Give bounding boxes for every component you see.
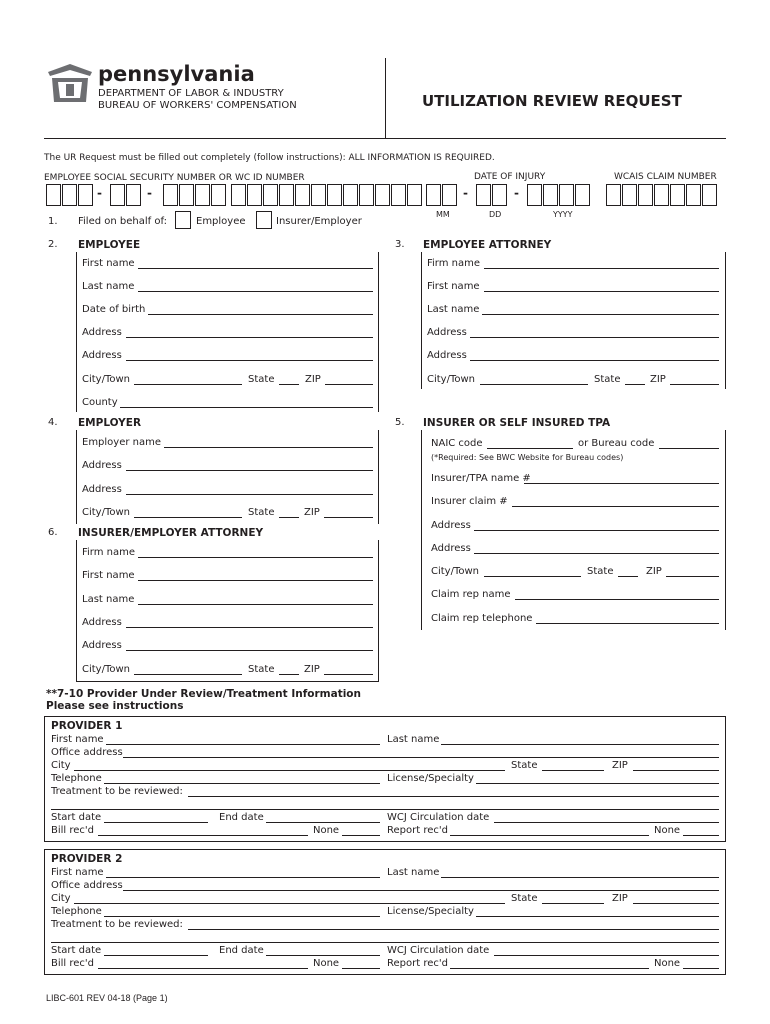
p2-bill-field[interactable] [98, 968, 308, 969]
provider-2-box [44, 849, 726, 975]
bureau-code-label: or Bureau code [578, 438, 655, 449]
employee-zip-label: ZIP [305, 374, 321, 385]
er-attorney-section-title: INSURER/EMPLOYER ATTORNEY [78, 527, 264, 539]
doi-label: DATE OF INJURY [474, 172, 546, 182]
er-atty-first-field[interactable] [138, 580, 373, 581]
p1-report-none-field[interactable] [683, 835, 719, 836]
insurer-zip-label: ZIP [646, 566, 662, 577]
yyyy-label: YYYY [553, 210, 573, 219]
ee-atty-zip-label: ZIP [650, 374, 666, 385]
employee-county-label: County [82, 397, 118, 408]
er-atty-address2-label: Address [82, 640, 122, 651]
intro-text: The UR Request must be filled out completely (follow instructions): ALL INFORMATION IS REQUIRED. [44, 153, 495, 163]
employer-address-field[interactable] [126, 470, 373, 471]
insurer-city-field[interactable] [484, 576, 581, 577]
section-4-number: 4. [48, 417, 58, 428]
p2-start-field[interactable] [104, 955, 208, 956]
employee-state-field[interactable] [279, 384, 299, 385]
employer-zip-field[interactable] [324, 517, 373, 518]
p2-office-field[interactable] [123, 890, 719, 891]
ee-atty-last-field[interactable] [482, 314, 719, 315]
keystone-logo [46, 62, 94, 108]
p1-office-label: Office address [51, 747, 123, 758]
p1-state-label: State [511, 760, 538, 771]
p1-start-field[interactable] [104, 822, 208, 823]
p1-state-field[interactable] [542, 770, 604, 771]
p2-end-label: End date [219, 945, 264, 956]
employer-name-field[interactable] [164, 447, 373, 448]
er-atty-last-label: Last name [82, 594, 135, 605]
p1-bill-none-field[interactable] [342, 835, 380, 836]
doi-dash: - [514, 186, 519, 200]
p1-bill-none-label: None [313, 825, 340, 836]
p1-last-field[interactable] [441, 744, 719, 745]
ssn-dash: - [97, 186, 102, 200]
provider-section-subtitle: Please see instructions [46, 700, 184, 712]
p1-start-label: Start date [51, 812, 102, 823]
p1-treatment-field[interactable] [188, 796, 719, 797]
p2-report-label: Report rec'd [387, 958, 448, 969]
p2-city-field[interactable] [74, 903, 505, 904]
p2-bill-label: Bill rec'd [51, 958, 95, 969]
ee-atty-firm-label: Firm name [427, 258, 481, 269]
header-divider [385, 58, 386, 138]
employee-address2-label: Address [82, 350, 122, 361]
insurer-address-label: Address [431, 520, 471, 531]
er-atty-city-label: City/Town [82, 664, 131, 675]
p2-office-label: Office address [51, 880, 123, 891]
employee-state-label: State [248, 374, 275, 385]
p2-last-label: Last name [387, 867, 440, 878]
p1-office-field[interactable] [123, 757, 719, 758]
form-title: UTILIZATION REVIEW REQUEST [422, 92, 682, 110]
p2-treatment-field[interactable] [188, 929, 719, 930]
provider-2-title: PROVIDER 2 [51, 853, 123, 865]
p1-city-label: City [51, 760, 71, 771]
claim-rep-tel-label: Claim rep telephone [431, 613, 533, 624]
p2-start-label: Start date [51, 945, 102, 956]
er-atty-firm-field[interactable] [138, 557, 373, 558]
employee-attorney-section-title: EMPLOYEE ATTORNEY [423, 239, 552, 251]
employer-zip-label: ZIP [304, 507, 320, 518]
employee-dob-label: Date of birth [82, 304, 146, 315]
p1-tel-field[interactable] [104, 783, 380, 784]
provider-1-box [44, 716, 726, 842]
p1-zip-label: ZIP [612, 760, 628, 771]
insurer-state-label: State [587, 566, 614, 577]
p1-report-field[interactable] [450, 835, 649, 836]
er-atty-last-field[interactable] [138, 604, 373, 605]
employee-checkbox[interactable] [175, 211, 191, 229]
employee-county-field[interactable] [120, 407, 373, 408]
p1-wcj-field[interactable] [494, 822, 719, 823]
bureau-code-note: (*Required: See BWC Website for Bureau codes) [431, 453, 624, 462]
ee-atty-firm-field[interactable] [484, 268, 719, 269]
p2-license-label: License/Specialty [387, 906, 474, 917]
header-rule [44, 138, 726, 139]
insurer-tpa-label: Insurer/TPA name # [431, 473, 531, 484]
ssn-label: EMPLOYEE SOCIAL SECURITY NUMBER OR WC ID NUMBER [44, 173, 305, 183]
insurer-state-field[interactable] [618, 576, 638, 577]
naic-code-label: NAIC code [431, 438, 483, 449]
insurer-claim-label: Insurer claim # [431, 496, 508, 507]
er-atty-state-label: State [248, 664, 275, 675]
state-name: pennsylvania [98, 62, 255, 86]
p1-last-label: Last name [387, 734, 440, 745]
er-atty-city-field[interactable] [134, 674, 242, 675]
er-atty-address2-field[interactable] [126, 650, 373, 651]
form-footer: LIBC-601 REV 04-18 (Page 1) [46, 993, 168, 1003]
er-atty-state-field[interactable] [279, 674, 299, 675]
employee-option-label: Employee [196, 216, 246, 227]
p1-treatment-label: Treatment to be reviewed: [51, 786, 183, 797]
employer-name-label: Employer name [82, 437, 162, 448]
p2-state-field[interactable] [542, 903, 604, 904]
employee-city-label: City/Town [82, 374, 131, 385]
department-line-1: DEPARTMENT OF LABOR & INDUSTRY [98, 88, 284, 99]
p1-end-label: End date [219, 812, 264, 823]
ee-atty-address2-field[interactable] [470, 360, 719, 361]
mm-label: MM [436, 210, 450, 219]
ssn-dash: - [147, 186, 152, 200]
claim-rep-tel-field[interactable] [536, 623, 719, 624]
p2-first-label: First name [51, 867, 104, 878]
ee-atty-state-label: State [594, 374, 621, 385]
ee-atty-city-field[interactable] [480, 384, 588, 385]
p2-report-none-label: None [654, 958, 681, 969]
p1-report-label: Report rec'd [387, 825, 448, 836]
section-6-number: 6. [48, 527, 58, 538]
section-2-number: 2. [48, 239, 58, 250]
ee-atty-address-label: Address [427, 327, 467, 338]
p1-first-label: First name [51, 734, 104, 745]
p1-license-label: License/Specialty [387, 773, 474, 784]
insurer-address2-label: Address [431, 543, 471, 554]
provider-section-title: **7-10 Provider Under Review/Treatment Information [46, 688, 361, 700]
bureau-code-field[interactable] [659, 448, 719, 449]
employer-address2-label: Address [82, 484, 122, 495]
p1-wcj-label: WCJ Circulation date [387, 812, 490, 823]
insurer-address2-field[interactable] [474, 553, 719, 554]
employer-state-label: State [248, 507, 275, 518]
employer-section-title: EMPLOYER [78, 417, 142, 429]
p1-tel-label: Telephone [51, 773, 102, 784]
p2-bill-none-field[interactable] [342, 968, 380, 969]
p2-last-field[interactable] [441, 877, 719, 878]
employee-address-label: Address [82, 327, 122, 338]
p1-report-none-label: None [654, 825, 681, 836]
insurer-zip-field[interactable] [666, 576, 719, 577]
ee-atty-zip-field[interactable] [670, 384, 719, 385]
employer-state-field[interactable] [279, 517, 299, 518]
ee-atty-last-label: Last name [427, 304, 480, 315]
employee-first-name-label: First name [82, 258, 135, 269]
p1-zip-field[interactable] [633, 770, 719, 771]
p2-state-label: State [511, 893, 538, 904]
er-atty-zip-label: ZIP [304, 664, 320, 675]
employee-address-field[interactable] [126, 337, 373, 338]
employer-address-label: Address [82, 460, 122, 471]
employee-attorney-section-box [421, 252, 726, 389]
er-atty-address-label: Address [82, 617, 122, 628]
p2-report-field[interactable] [450, 968, 649, 969]
er-atty-first-label: First name [82, 570, 135, 581]
employee-address2-field[interactable] [126, 360, 373, 361]
p2-treatment-label: Treatment to be reviewed: [51, 919, 183, 930]
p1-city-field[interactable] [74, 770, 505, 771]
p2-city-label: City [51, 893, 71, 904]
p2-tel-label: Telephone [51, 906, 102, 917]
employee-last-name-field[interactable] [138, 291, 373, 292]
p2-report-none-field[interactable] [683, 968, 719, 969]
department-line-2: BUREAU OF WORKERS' COMPENSATION [98, 100, 297, 111]
employee-section-title: EMPLOYEE [78, 239, 141, 251]
claim-rep-field[interactable] [515, 599, 719, 600]
employee-first-name-field[interactable] [138, 268, 373, 269]
p2-zip-label: ZIP [612, 893, 628, 904]
er-atty-address-field[interactable] [126, 627, 373, 628]
employee-city-field[interactable] [134, 384, 242, 385]
p2-zip-field[interactable] [633, 903, 719, 904]
wcais-label: WCAIS CLAIM NUMBER [614, 172, 717, 182]
p2-wcj-field[interactable] [494, 955, 719, 956]
insurer-employer-option-label: Insurer/Employer [276, 216, 362, 227]
insurer-city-label: City/Town [431, 566, 480, 577]
claim-rep-label: Claim rep name [431, 589, 511, 600]
ee-atty-state-field[interactable] [625, 384, 645, 385]
p1-bill-label: Bill rec'd [51, 825, 95, 836]
employer-address2-field[interactable] [126, 494, 373, 495]
insurer-tpa-field[interactable] [524, 483, 719, 484]
er-atty-zip-field[interactable] [324, 674, 373, 675]
ee-atty-first-label: First name [427, 281, 480, 292]
p1-treatment-field-2[interactable] [51, 809, 719, 810]
p1-license-field[interactable] [476, 783, 719, 784]
p2-end-field[interactable] [266, 955, 380, 956]
insurer-address-field[interactable] [474, 530, 719, 531]
p2-first-field[interactable] [106, 877, 380, 878]
employer-city-field[interactable] [134, 517, 242, 518]
employee-zip-field[interactable] [325, 384, 373, 385]
employee-last-name-label: Last name [82, 281, 135, 292]
er-attorney-section-box [76, 540, 379, 682]
insurer-section-title: INSURER OR SELF INSURED TPA [423, 417, 611, 429]
section-1-number: 1. [48, 216, 58, 227]
provider-1-title: PROVIDER 1 [51, 720, 123, 732]
p1-bill-field[interactable] [98, 835, 308, 836]
employer-city-label: City/Town [82, 507, 131, 518]
p1-first-field[interactable] [106, 744, 380, 745]
p2-bill-none-label: None [313, 958, 340, 969]
employee-dob-field[interactable] [148, 314, 373, 315]
p2-wcj-label: WCJ Circulation date [387, 945, 490, 956]
p2-license-field[interactable] [476, 916, 719, 917]
insurer-employer-checkbox[interactable] [256, 211, 272, 229]
section-3-number: 3. [395, 239, 405, 250]
p2-tel-field[interactable] [104, 916, 380, 917]
ee-atty-address2-label: Address [427, 350, 467, 361]
ee-atty-city-label: City/Town [427, 374, 476, 385]
er-atty-firm-label: Firm name [82, 547, 136, 558]
filed-on-behalf-label: Filed on behalf of: [78, 216, 167, 227]
doi-dash: - [463, 186, 468, 200]
p1-end-field[interactable] [266, 822, 380, 823]
insurer-claim-field[interactable] [512, 506, 719, 507]
p2-treatment-field-2[interactable] [51, 942, 719, 943]
dd-label: DD [489, 210, 502, 219]
ee-atty-first-field[interactable] [484, 291, 719, 292]
ee-atty-address-field[interactable] [470, 337, 719, 338]
naic-code-field[interactable] [487, 448, 573, 449]
section-5-number: 5. [395, 417, 405, 428]
